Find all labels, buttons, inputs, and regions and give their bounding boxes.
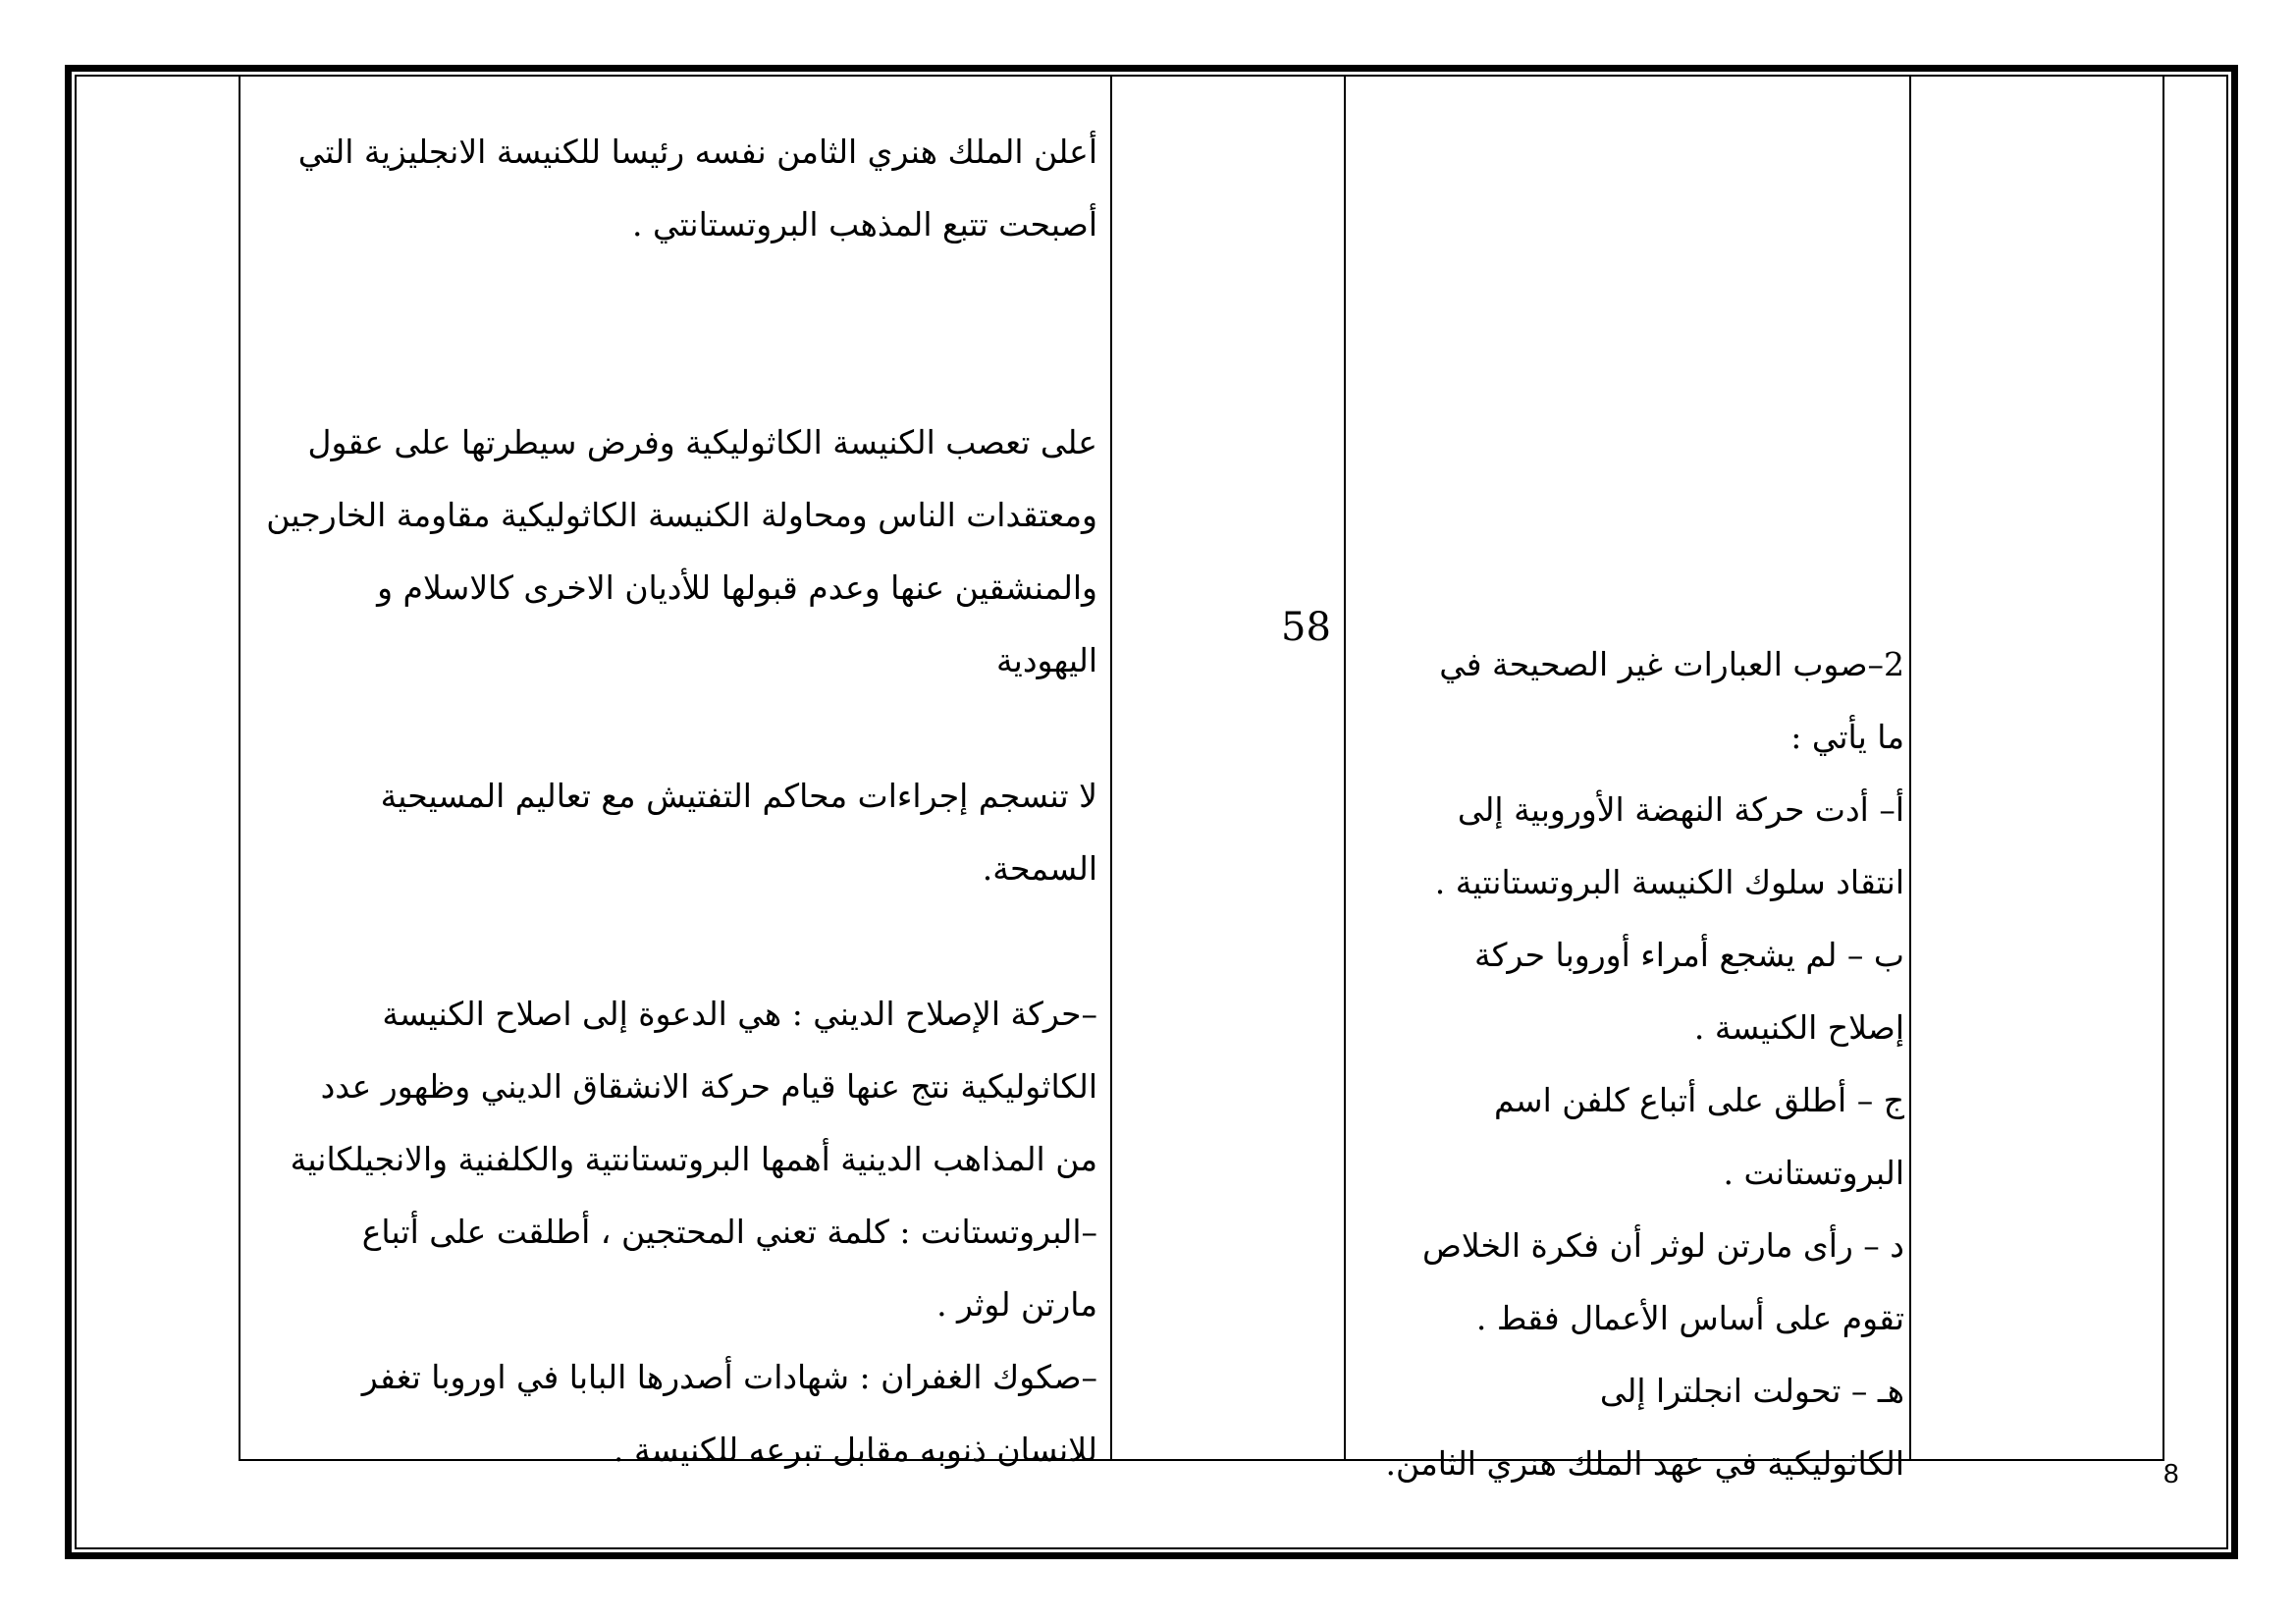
question-line: انتقاد سلوك الكنيسة البروتستانتية . xyxy=(1434,863,1904,901)
answer-line: اليهودية xyxy=(995,641,1097,679)
answer-line: من المذاهب الدينية أهمها البروتستانتية والكلفنية والانجيلكانية xyxy=(290,1140,1097,1178)
column-divider-page xyxy=(1344,75,1346,1461)
question-line: الكاثوليكية في عهد الملك هنري الثامن. xyxy=(1385,1444,1904,1483)
answer-line: ومعتقدات الناس ومحاولة الكنيسة الكاثوليكية مقاومة الخارجين xyxy=(266,496,1097,534)
question-line: 2–صوب العبارات غير الصحيحة في xyxy=(1439,645,1904,683)
answer-line: والمنشقين عنها وعدم قبولها للأديان الاخرى كالاسلام و xyxy=(377,568,1097,607)
question-line: تقوم على أساس الأعمال فقط . xyxy=(1475,1299,1904,1337)
page-reference: 58 xyxy=(1281,605,1331,650)
answer-line: للانسان ذنوبه مقابل تبرعه للكنيسة . xyxy=(614,1431,1097,1469)
column-divider-question xyxy=(1909,75,1911,1461)
question-line: أ– أدت حركة النهضة الأوروبية إلى xyxy=(1457,790,1904,829)
question-line: ج – أطلق على أتباع كلفن اسم xyxy=(1493,1081,1904,1119)
question-line: البروتستانت . xyxy=(1723,1154,1904,1192)
question-line: ما يأتي : xyxy=(1790,718,1904,756)
answer-line: مارتن لوثر . xyxy=(936,1285,1097,1324)
answer-line: –صكوك الغفران : شهادات أصدرها البابا في اوروبا تغفر xyxy=(361,1358,1097,1396)
question-cell xyxy=(1347,75,1904,1483)
answer-cell xyxy=(243,75,1097,1469)
question-line: د – رأى مارتن لوثر أن فكرة الخلاص xyxy=(1421,1226,1904,1265)
answer-line: الكاثوليكية نتج عنها قيام حركة الانشقاق الديني وظهور عدد xyxy=(320,1067,1097,1106)
answer-line: لا تنسجم إجراءات محاكم التفتيش مع تعاليم المسيحية xyxy=(380,777,1097,815)
answer-line: على تعصب الكنيسة الكاثوليكية وفرض سيطرتها على عقول xyxy=(307,423,1097,461)
answer-line: –حركة الإصلاح الديني : هي الدعوة إلى اصلاح الكنيسة xyxy=(382,995,1097,1033)
answer-line: السمحة. xyxy=(982,849,1097,888)
question-line: هـ – تحولت انجلترا إلى xyxy=(1599,1372,1904,1410)
question-line: ب – لم يشجع أمراء أوروبا حركة xyxy=(1474,936,1904,974)
answer-line: أصبحت تتبع المذهب البروتستانتي . xyxy=(631,205,1097,244)
question-line: إصلاح الكنيسة . xyxy=(1693,1008,1904,1047)
page-number: 8 xyxy=(2163,1458,2179,1489)
answer-line: أعلن الملك هنري الثامن نفسه رئيسا للكنيسة الانجليزية التي xyxy=(297,133,1097,171)
column-divider-answer xyxy=(1110,75,1112,1461)
answer-line: –البروتستانت : كلمة تعني المحتجين ، أطلقت على أتباع xyxy=(361,1213,1097,1251)
